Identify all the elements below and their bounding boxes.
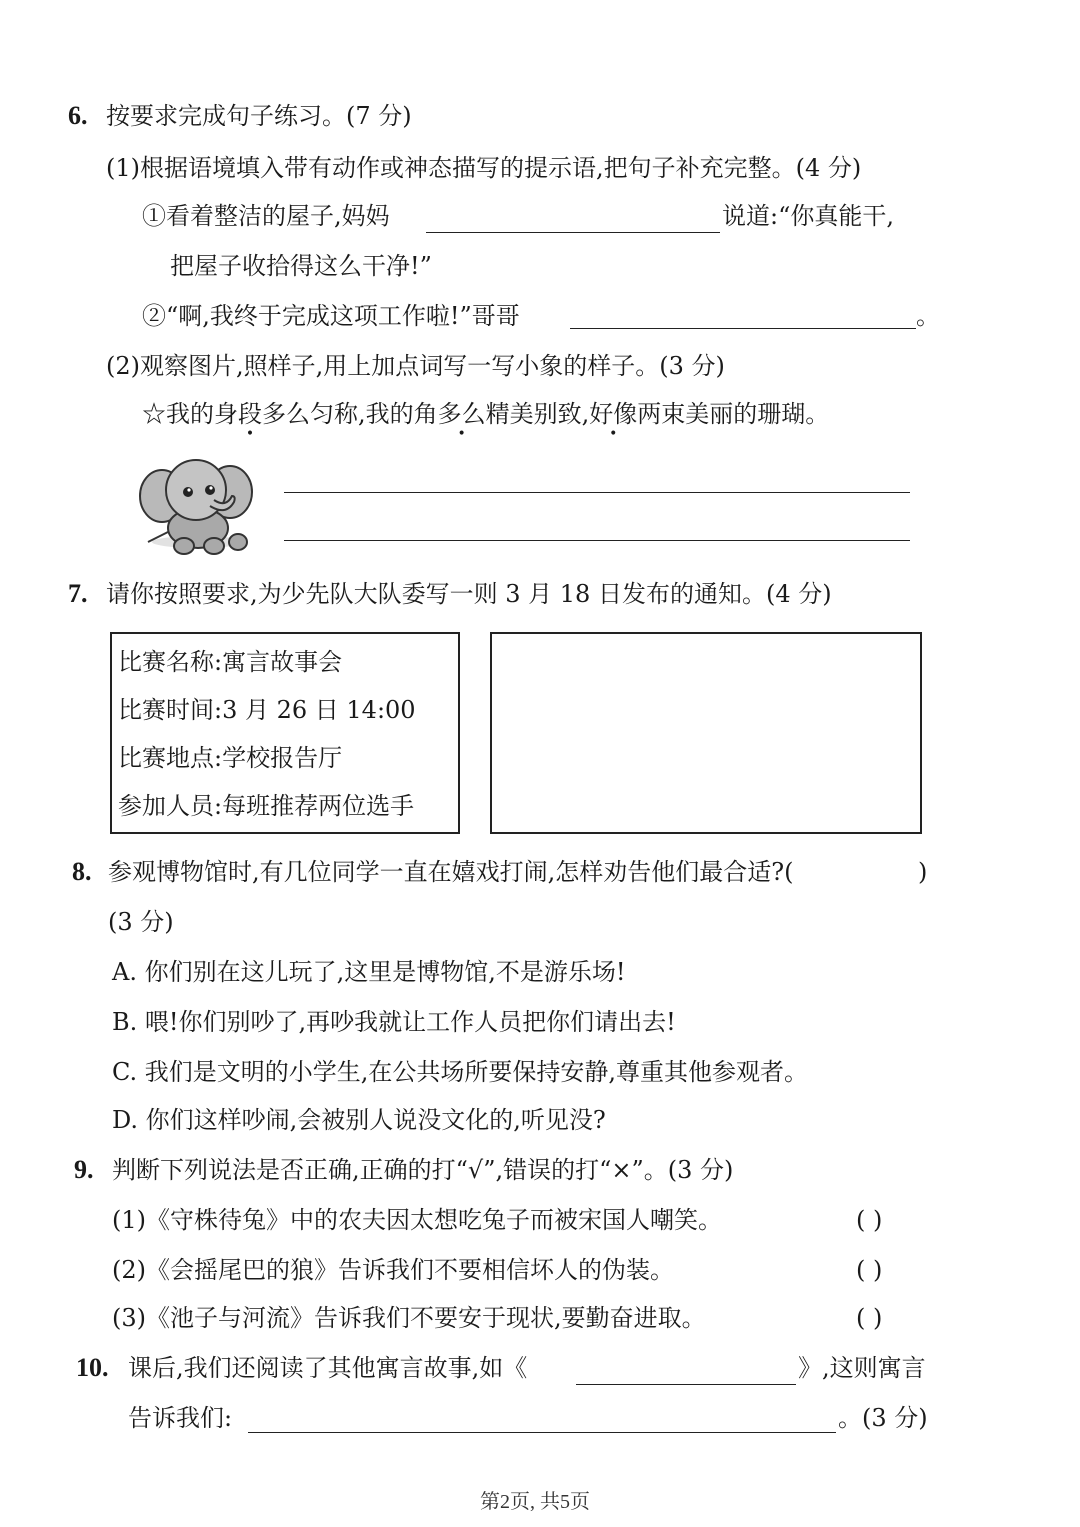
q7-info-box <box>110 632 460 834</box>
q9-item-2: (2)《会摇尾巴的狼》告诉我们不要相信坏人的伪装。 <box>112 1256 674 1284</box>
q7-title: 请你按照要求,为少先队大队委写一则 3 月 18 日发布的通知。(4 分) <box>106 580 832 608</box>
q8-option-c: C. 我们是文明的小学生,在公共场所要保持安静,尊重其他参观者。 <box>112 1058 809 1086</box>
info-row: 比赛时间:3 月 26 日 14:00 <box>118 696 416 724</box>
example-seg: 精美别致, <box>485 400 590 428</box>
q8-answer-paren[interactable]: ) <box>918 858 928 886</box>
q7-number: 7. <box>68 579 88 608</box>
dotted-word: 多么 <box>437 400 486 428</box>
example-seg: 两束美丽的珊瑚。 <box>637 400 830 428</box>
q6-item2-blank[interactable] <box>570 328 916 329</box>
q9-item-1: (1)《守株待兔》中的农夫因太想吃兔子而被宋国人嘲笑。 <box>112 1206 722 1234</box>
info-row: 参加人员:每班推荐两位选手 <box>118 792 415 820</box>
example-seg: 多么匀称,我的角 <box>262 400 438 428</box>
q6-example <box>142 398 829 430</box>
q6-answer-line-1[interactable] <box>284 492 910 493</box>
q8-option-d: D. 你们这样吵闹,会被别人说没文化的,听见没? <box>112 1106 606 1134</box>
dotted-word: 好像 <box>589 400 638 428</box>
q6-item1-blank[interactable] <box>426 232 720 233</box>
q10-story-blank[interactable] <box>576 1384 796 1385</box>
info-row: 比赛名称:寓言故事会 <box>118 648 343 676</box>
q7-answer-box[interactable] <box>490 632 922 834</box>
q6-item1-text-b: 说道:“你真能干, <box>722 202 894 230</box>
q9-answer-paren-2[interactable]: ( ) <box>856 1256 883 1284</box>
q6-item2-end: 。 <box>916 302 940 330</box>
q10-line2-text: 告诉我们: <box>128 1404 233 1432</box>
q8-option-b: B. 喂!你们别吵了,再吵我就让工作人员把你们请出去! <box>112 1008 676 1036</box>
example-seg: ☆我的身 <box>142 400 238 428</box>
q10-line1-text: 课后,我们还阅读了其他寓言故事,如《 <box>128 1354 528 1382</box>
q10-line1-end: 》,这则寓言 <box>798 1354 926 1382</box>
dotted-word: 段 <box>238 400 262 428</box>
q10-number: 10. <box>76 1353 109 1382</box>
q8-title: 参观博物馆时,有几位同学一直在嬉戏打闹,怎样劝告他们最合适?( <box>108 858 794 886</box>
q9-item-3: (3)《池子与河流》告诉我们不要安于现状,要勤奋进取。 <box>112 1304 706 1332</box>
q8-option-a: A. 你们别在这儿玩了,这里是博物馆,不是游乐场! <box>112 958 626 986</box>
q9-answer-paren-3[interactable]: ( ) <box>856 1304 883 1332</box>
q9-title: 判断下列说法是否正确,正确的打“√”,错误的打“×”。(3 分) <box>112 1156 734 1184</box>
q6-item1-text-c: 把屋子收拾得这么干净!” <box>170 252 432 280</box>
q6-item2-text: ②“啊,我终于完成这项工作啦!”哥哥 <box>142 302 520 330</box>
elephant-icon <box>138 446 258 558</box>
page-footer: 第2页, 共5页 <box>480 1491 590 1513</box>
q6-title: 按要求完成句子练习。(7 分) <box>106 102 412 130</box>
q8-score: (3 分) <box>108 908 174 936</box>
q8-number: 8. <box>72 857 92 886</box>
q6-part2-title: (2)观察图片,照样子,用上加点词写一写小象的样子。(3 分) <box>106 352 725 380</box>
q10-line2-end: 。(3 分) <box>838 1404 928 1432</box>
q9-number: 9. <box>74 1155 94 1184</box>
q10-moral-blank[interactable] <box>248 1432 836 1433</box>
info-row: 比赛地点:学校报告厅 <box>118 744 343 772</box>
q6-number: 6. <box>68 101 88 130</box>
q6-item1-text: ①看着整洁的屋子,妈妈 <box>142 202 390 230</box>
q6-part1-title: (1)根据语境填入带有动作或神态描写的提示语,把句子补充完整。(4 分) <box>106 154 862 182</box>
q6-answer-line-2[interactable] <box>284 540 910 541</box>
q9-answer-paren-1[interactable]: ( ) <box>856 1206 883 1234</box>
